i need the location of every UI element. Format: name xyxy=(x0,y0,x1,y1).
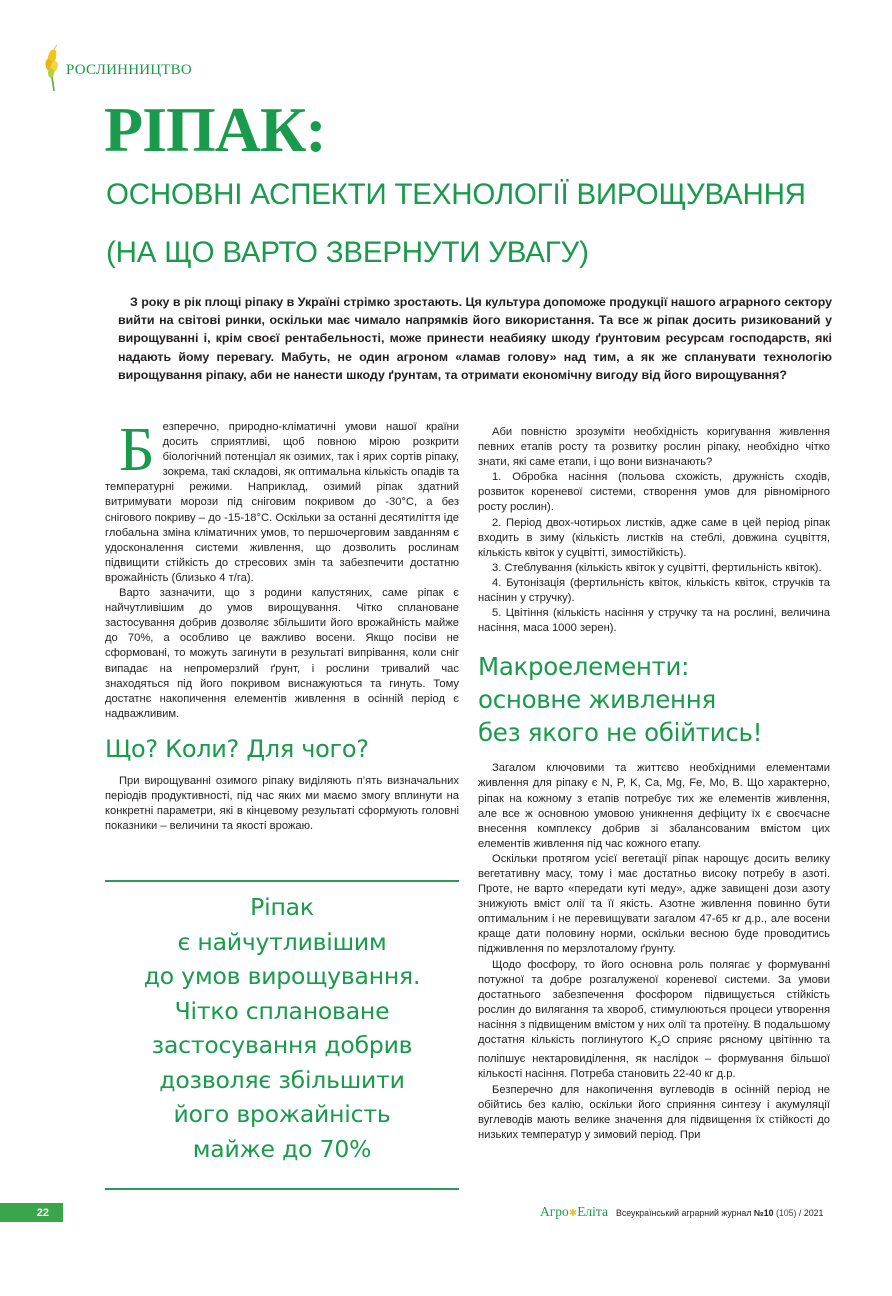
paragraph-phosphorus xyxy=(478,958,830,1083)
brand-left: Агро xyxy=(540,1204,569,1219)
stage-item: 5. Цвітіння (кількість насіння у стручку та на рослині, величина насіння, маса 1000 зерен). xyxy=(478,607,830,635)
stage-item: 1. Обробка насіння (польова схожість, дружність сходів, розвиток кореневої системи, створення умов для рівномірного росту рослин). xyxy=(478,471,830,514)
issue-total: (105) xyxy=(773,1208,797,1218)
page-number: 22 xyxy=(0,1203,63,1222)
pull-quote-line: дозволяє збільшити xyxy=(159,1065,405,1094)
text-run: Щодо фосфору, то його основна роль полягає у формуванні потужної та добре розгалуженої кореневої системи. За умови достатнього забезпечення фосфором підвищується стійкість рослин до вилягання та хвороб, стимулюються процеси утворення насіння з підвищеним вмістом у них олії та протеїну. В подальшому достатня кількість поглинутого K xyxy=(478,958,830,1046)
wheat-ear-icon xyxy=(42,45,64,93)
section-heading-what-when-why: Що? Коли? Для чого? xyxy=(105,734,369,763)
paragraph: Аби повністю зрозуміти необхідність коригування живлення певних етапів росту та розвитку рослин ріпаку, необхідно чітко знати, які саме етапи, і що вони визначають? xyxy=(478,426,830,469)
journal-info xyxy=(616,1208,823,1218)
heading-line: Макроелементи: xyxy=(478,652,690,682)
brand-right: Еліта xyxy=(577,1204,608,1219)
paragraph: При вирощуванні озимого ріпаку виділяють п’ять визначальних періодів продуктивності, під час яких ми маємо змогу вплинути на конкретні параметри, які в кінцевому результаті сформують головні показники – величини та якості врожаю. xyxy=(105,774,459,833)
left-column xyxy=(105,416,459,834)
pull-quote-line: застосування добрив xyxy=(151,1031,413,1059)
section-heading-macroelements xyxy=(478,650,830,749)
pull-quote-bottom-rule xyxy=(105,1188,459,1190)
paragraph: Варто зазначити, що з родини капустяних, саме ріпак є найчутливішим до умов вирощування. Чітко сплановане застосування добрив дозволяє збільшити його врожайність майже до 70%, а особливо це важливо восени. Якщо посіви не сформовані, то можуть загинути в результаті випрівання, коли сніг випадає на непромерзлий ґрунт, і рослини тривалий час знаходяться під його покривом виснажуються та гинуть. Тому достатнє накопичення елементів живлення в осінній період є надважливим. xyxy=(105,587,459,720)
article-subtitle-line1: ОСНОВНІ АСПЕКТИ ТЕХНОЛОГІЇ ВИРОЩУВАННЯ xyxy=(106,178,806,211)
pull-quote-line: майже до 70% xyxy=(192,1134,372,1163)
stage-item: 3. Стеблування (кількість квіток у суцвітті, фертильність квіток). xyxy=(492,561,822,574)
text-run: O сприяє рясному цвітінню та поліпшує нектаровиділення, як наслідок – формування більшої кількості насіння. Потреба становить 22-40 кг д.р. xyxy=(478,1034,831,1081)
pull-quote-line: його врожайність xyxy=(173,1100,391,1128)
heading-line: основне живлення xyxy=(478,685,716,715)
pull-quote-text xyxy=(105,882,459,1166)
paragraph: Оскільки протягом усієї вегетації ріпак нарощує досить велику вегетативну масу, тому і має достатньо високу потребу в азоті. Проте, не варто «передати куті меду», адже завищені дози азоту знижують вміст олії та її якість. Азотне живлення повинно бути оптимальним і не перевищувати загалом 47-65 кг д.р., але восени краще дати половину норми, оскільки весною буде проводитись підживлення по мерзлоталому ґрунту. xyxy=(478,852,830,956)
lead-paragraph: З року в рік площі ріпаку в Україні стрімко зростають. Ця культура допоможе продукції нашого аграрного сектору вийти на світові ринки, оскільки має чимало напрямків його використання. Та все ж ріпак досить ризикований у вирощуванні і, крім своєї рентабельності, може принести неабияку шкоду ґрунтовим ресурсам господарств, які надають йому перевагу. Мабуть, не один агроном «ламав голову» над тим, а як же спланувати технологію вирощування ріпаку, аби не нанести шкоду ґрунтам, та отримати економічну вигоду від його вирощування? xyxy=(118,295,832,382)
pull-quote-line: до умов вирощування. xyxy=(143,962,421,990)
article-title: РІПАК: xyxy=(104,94,326,165)
stage-item: 4. Бутонізація (фертильність квіток, кількість квіток, стручків та насінин у стручку). xyxy=(478,576,830,605)
year: / 2021 xyxy=(796,1208,824,1218)
drop-cap: Б xyxy=(119,416,155,484)
section-title: РОСЛИННИЦТВО xyxy=(66,61,192,78)
pull-quote-line: є найчутливішим xyxy=(177,927,387,956)
intro-paragraph-block xyxy=(105,416,459,586)
star-icon: ✱ xyxy=(568,1208,578,1219)
article-subtitle-line2: (НА ЩО ВАРТО ЗВЕРНУТИ УВАГУ) xyxy=(106,236,589,269)
paragraph: Загалом ключовими та життєво необхідними елементами живлення для ріпаку є N, P, K, Ca, Mg, Fe, Mo, B. Що характерно, ріпак на кожному з етапів потребує тих же елементів живлення, але все ж основною умовою уникнення дефіциту їх є своєчасне внесення комплексу добрив зі збалансованим вмістом цих елементів живлення під час кожного етапу. xyxy=(478,762,830,850)
section-label xyxy=(42,44,192,94)
pull-quote-line: Ріпак xyxy=(250,893,314,921)
stage-item: 2. Період двох-чотирьох листків, адже саме в цей період ріпак входить в зиму (кількість листків на стеблі, довжина суцвіття, кількість квіток у суцвітті, зимостійкість). xyxy=(478,516,830,559)
paragraph: Безперечно для накопичення вуглеводів в осінній період не обійтись без калію, оскільки його сприяння синтезу і акумуляції вуглеводів мають велике значення для підвищення їх стійкості до низьких температур у зимовий період. При xyxy=(478,1083,830,1141)
issue-number: №10 xyxy=(753,1208,774,1218)
footer-journal-info xyxy=(540,1204,823,1220)
heading-line: без якого не обійтись! xyxy=(478,718,763,748)
right-column xyxy=(478,425,830,1143)
paragraph: езперечно, природно-кліматичні умови нашої країни досить сприятливі, щоб повною мірою розкрити біологічний потенціал як озимих, так і ярих сортів ріпаку, зокрема, такі складові, як оптимальна кількість опадів та температурні режими. Наприклад, озимий ріпак здатний витримувати морози під сніговим покривом до -30°С, а без снігового покриву – до -15-18°С. Оскільки за останні десятиліття іде глобальна зміна кліматичних умов, то першочерговим завданням є удосконалення системи живлення, що дозволить рослинам підвищити стійкість до стресових змін та забезпечити достатню врожайність (близько 4 т/га). xyxy=(105,421,459,584)
pull-quote-line: Чітко сплановане xyxy=(174,996,390,1025)
subscript: 2 xyxy=(657,1041,662,1049)
journal-name: Всеукраїнський аграрний журнал xyxy=(615,1208,754,1218)
pull-quote xyxy=(105,880,459,1166)
brand-logo xyxy=(540,1204,608,1220)
